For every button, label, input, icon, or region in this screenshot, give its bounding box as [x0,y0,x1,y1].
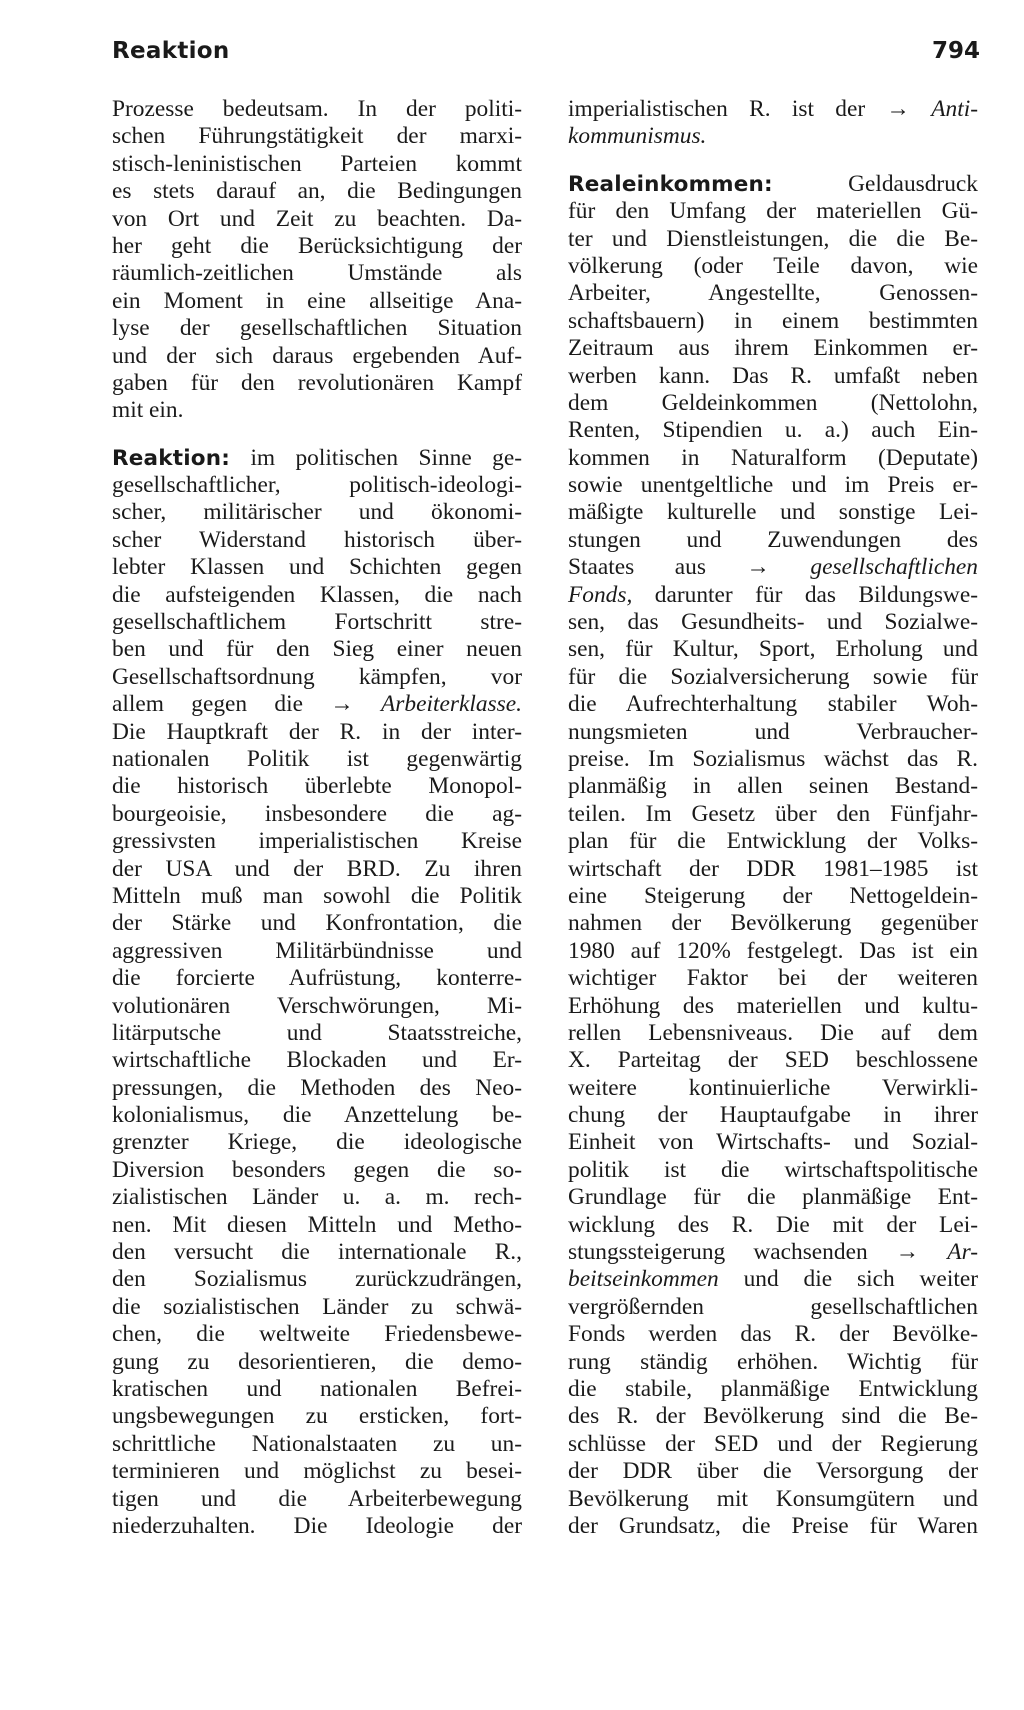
text-line: nahmen der Bevölkerung gegenüber [568,910,978,937]
text-line: es stets darauf an, die Bedingungen [112,178,522,205]
cross-reference-prefix: allem gegen die [112,691,331,718]
text-line: Mitteln muß man sowohl die Politik [112,882,522,909]
text-line: rellen Lebensniveaus. Die auf dem [568,1019,978,1046]
text-line: gaben für den revolutionären Kampf [112,369,522,396]
cross-reference-line-2 [568,582,978,609]
text-line: den versucht die internationale R., [112,1239,522,1266]
cross-reference-line-4 [568,1266,978,1293]
page-number: 794 [931,38,980,64]
text-line: zialistischen Länder u. a. m. rech- [112,1184,522,1211]
entry-reaktion [112,445,522,1541]
entry-first-line-text: im politischen Sinne ge- [250,444,522,471]
entry-realeinkommen [568,171,978,1541]
text-line: wirtschaft der DDR 1981–1985 ist [568,855,978,882]
text-line: den Sozialismus zurückzudrängen, [112,1266,522,1293]
text-line: kolonialismus, die Anzettelung be- [112,1102,522,1129]
continued-line-1 [568,96,978,123]
entry-body-b [568,609,978,1239]
page-header [112,38,980,78]
text-line: mit ein. [112,397,184,424]
text-line: die forcierte Aufrüstung, konterre- [112,965,522,992]
cross-reference-link-cont[interactable]: kommunismus. [568,123,707,150]
text-line: Die Hauptkraft der R. in der inter- [112,718,522,745]
cross-reference-suffix: und die sich weiter [718,1266,978,1293]
entry-first-line-text: Geldausdruck [848,170,978,197]
text-line: ein Moment in eine allseitige Ana- [112,287,522,314]
text-line: schrittliche Nationalstaaten zu un- [112,1430,522,1457]
text-line: Einheit von Wirtschafts- und Sozial- [568,1129,978,1156]
text-line: Prozesse bedeutsam. In der politi- [112,96,522,122]
text-line: stungen und Zuwendungen des [568,526,978,553]
arrow-icon: → [886,96,910,122]
continued-line-2 [568,123,978,150]
text-line: politik ist die wirtschaftspolitische [568,1156,978,1183]
text-line: der DDR über die Versorgung der [568,1458,978,1485]
right-column [568,96,978,1540]
text-line: wichtiger Faktor bei der weiteren [568,965,978,992]
continued-paragraph [112,96,522,425]
entry-body-b [112,719,522,1541]
text-line: die historisch überlebte Monopol- [112,773,522,800]
text-line: X. Parteitag der SED beschlossene [568,1047,978,1074]
text-line: aggressiven Militärbündnisse und [112,937,522,964]
text-line: räumlich-zeitlichen Umstände als [112,260,522,287]
text-line: lyse der gesellschaftlichen Situation [112,315,522,342]
cross-reference-link[interactable]: Ar- [947,1239,978,1266]
entry-lemma: Reaktion: [112,445,231,471]
text-line: grenzter Kriege, die ideologische [112,1129,522,1156]
cross-reference-suffix: darunter für das Bildungswe- [632,581,978,608]
text-line: pressungen, die Methoden des Neo- [112,1074,522,1101]
text-line: nationalen Politik ist gegenwärtig [112,745,522,772]
cross-reference-line-1 [568,554,978,581]
text-line: chung der Hauptaufgabe in ihrer [568,1102,978,1129]
text-line: des R. der Bevölkerung sind die Be- [568,1403,978,1430]
text-line: preise. Im Sozialismus wächst das R. [568,745,978,772]
text-line: kratischen und nationalen Befrei- [112,1375,522,1402]
text-line: ben und für den Sieg einer neuen [112,636,522,663]
text-line: mäßigte kulturelle und sonstige Lei- [568,499,978,526]
text-line: gesellschaftlichem Fortschritt stre- [112,609,522,636]
text-line: volutionären Verschwörungen, Mi- [112,992,522,1019]
left-column [112,96,522,1540]
cross-reference-link-cont[interactable]: Fonds, [568,581,633,608]
text-line: eine Steigerung der Nettogeldein- [568,882,978,909]
text-line: nen. Mit diesen Mitteln und Metho- [112,1211,522,1238]
text-line: sen, das Gesundheits- und Sozialwe- [568,609,978,636]
text-line: niederzuhalten. Die Ideologie der [112,1512,522,1539]
text-line: völkerung (oder Teile davon, wie [568,252,978,279]
running-head-keyword: Reaktion [112,38,230,64]
text-line: schen Führungstätigkeit der marxi- [112,123,522,150]
text-line: kommen in Naturalform (Deputate) [568,444,978,471]
text-line: von Ort und Zeit zu beachten. Da- [112,205,522,232]
text-line: dem Geldeinkommen (Nettolohn, [568,389,978,416]
text-line: stisch-leninistischen Parteien kommt [112,150,522,177]
text-line: schlüsse der SED und der Regierung [568,1430,978,1457]
text-line: Renten, Stipendien u. a.) auch Ein- [568,417,978,444]
text-line: nungsmieten und Verbraucher- [568,718,978,745]
cross-reference-line-3 [568,1239,978,1266]
entry-body-c [568,1294,978,1541]
text-line: litärputsche und Staatsstreiche, [112,1019,522,1046]
entry-body-a [112,472,522,691]
arrow-icon: → [330,691,354,718]
text-line: schaftsbauern) in einem bestimmten [568,307,978,334]
text-line: teilen. Im Gesetz über den Fünfjahr- [568,800,978,827]
text-line: Arbeiter, Angestellte, Genossen- [568,280,978,307]
text-line: scher, militärischer und ökonomi- [112,499,522,526]
text-line: der Stärke und Konfrontation, die [112,910,522,937]
text-line: werben kann. Das R. umfaßt neben [568,362,978,389]
text-line: sen, für Kultur, Sport, Erholung und [568,636,978,663]
cross-reference-link[interactable]: Arbeiterklasse. [381,691,522,718]
text-line: der Grundsatz, die Preise für Waren [568,1512,978,1539]
text-line: scher Widerstand historisch über- [112,526,522,553]
text-line: gung zu desorientieren, die demo- [112,1348,522,1375]
cross-reference-link[interactable]: Anti- [931,96,978,122]
text-line: ungsbewegungen zu ersticken, fort- [112,1403,522,1430]
text-line: 1980 auf 120% festgelegt. Das ist ein [568,937,978,964]
entry-body-a [568,198,978,554]
text-line: plan für die Entwicklung der Volks- [568,828,978,855]
text-line: rung ständig erhöhen. Wichtig für [568,1348,978,1375]
arrow-icon: → [895,1239,920,1266]
text-line: planmäßig in allen seinen Bestand- [568,773,978,800]
text-line: weitere kontinuierliche Verwirkli- [568,1074,978,1101]
text-line: Bevölkerung mit Konsumgütern und [568,1485,978,1512]
text-line: Zeitraum aus ihrem Einkommen er- [568,335,978,362]
arrow-icon: → [746,554,770,581]
entry-first-line [568,171,978,198]
text-line: Gesellschaftsordnung kämpfen, vor [112,663,522,690]
text-line: die Aufrechterhaltung stabiler Woh- [568,691,978,718]
text-line: sowie unentgeltliche und im Preis er- [568,472,978,499]
continued-text: imperialistischen R. ist der [568,96,887,122]
entry-first-line [112,445,522,472]
cross-reference-line [112,691,522,718]
text-line: terminieren und möglichst zu besei- [112,1458,522,1485]
text-line: her geht die Berücksichtigung der [112,232,522,259]
text-line: wicklung des R. Die mit der Lei- [568,1211,978,1238]
text-line: die sozialistischen Länder zu schwä- [112,1293,522,1320]
cross-reference-prefix: stungssteigerung wachsenden [568,1239,896,1266]
text-line: chen, die weltweite Friedensbewe- [112,1321,522,1348]
text-line: Erhöhung des materiellen und kultu- [568,992,978,1019]
text-line: der USA und der BRD. Zu ihren [112,855,522,882]
text-line: gesellschaftlicher, politisch-ideologi- [112,472,522,499]
text-line: ter und Dienstleistungen, die die Be- [568,225,978,252]
text-line: für die Sozialversicherung sowie für [568,663,978,690]
cross-reference-link[interactable]: gesellschaftlichen [810,554,978,581]
text-line: lebter Klassen und Schichten gegen [112,554,522,581]
text-line: Fonds werden das R. der Bevölke- [568,1321,978,1348]
text-line: für den Umfang der materiellen Gü- [568,198,978,225]
cross-reference-prefix: Staates aus [568,554,747,581]
text-line: vergrößernden gesellschaftlichen [568,1293,978,1320]
text-line: und der sich daraus ergebenden Auf- [112,342,522,369]
text-line: die aufsteigenden Klassen, die nach [112,581,522,608]
cross-reference-link-cont[interactable]: beitseinkommen [568,1266,719,1293]
text-line: bourgeoisie, insbesondere die ag- [112,800,522,827]
text-line: Grundlage für die planmäßige Ent- [568,1184,978,1211]
text-line: gressivsten imperialistischen Kreise [112,828,522,855]
text-line: die stabile, planmäßige Entwicklung [568,1375,978,1402]
text-line: tigen und die Arbeiterbewegung [112,1485,522,1512]
text-line: wirtschaftliche Blockaden und Er- [112,1047,522,1074]
entry-lemma: Realeinkommen: [568,171,773,197]
text-line: Diversion besonders gegen die so- [112,1156,522,1183]
